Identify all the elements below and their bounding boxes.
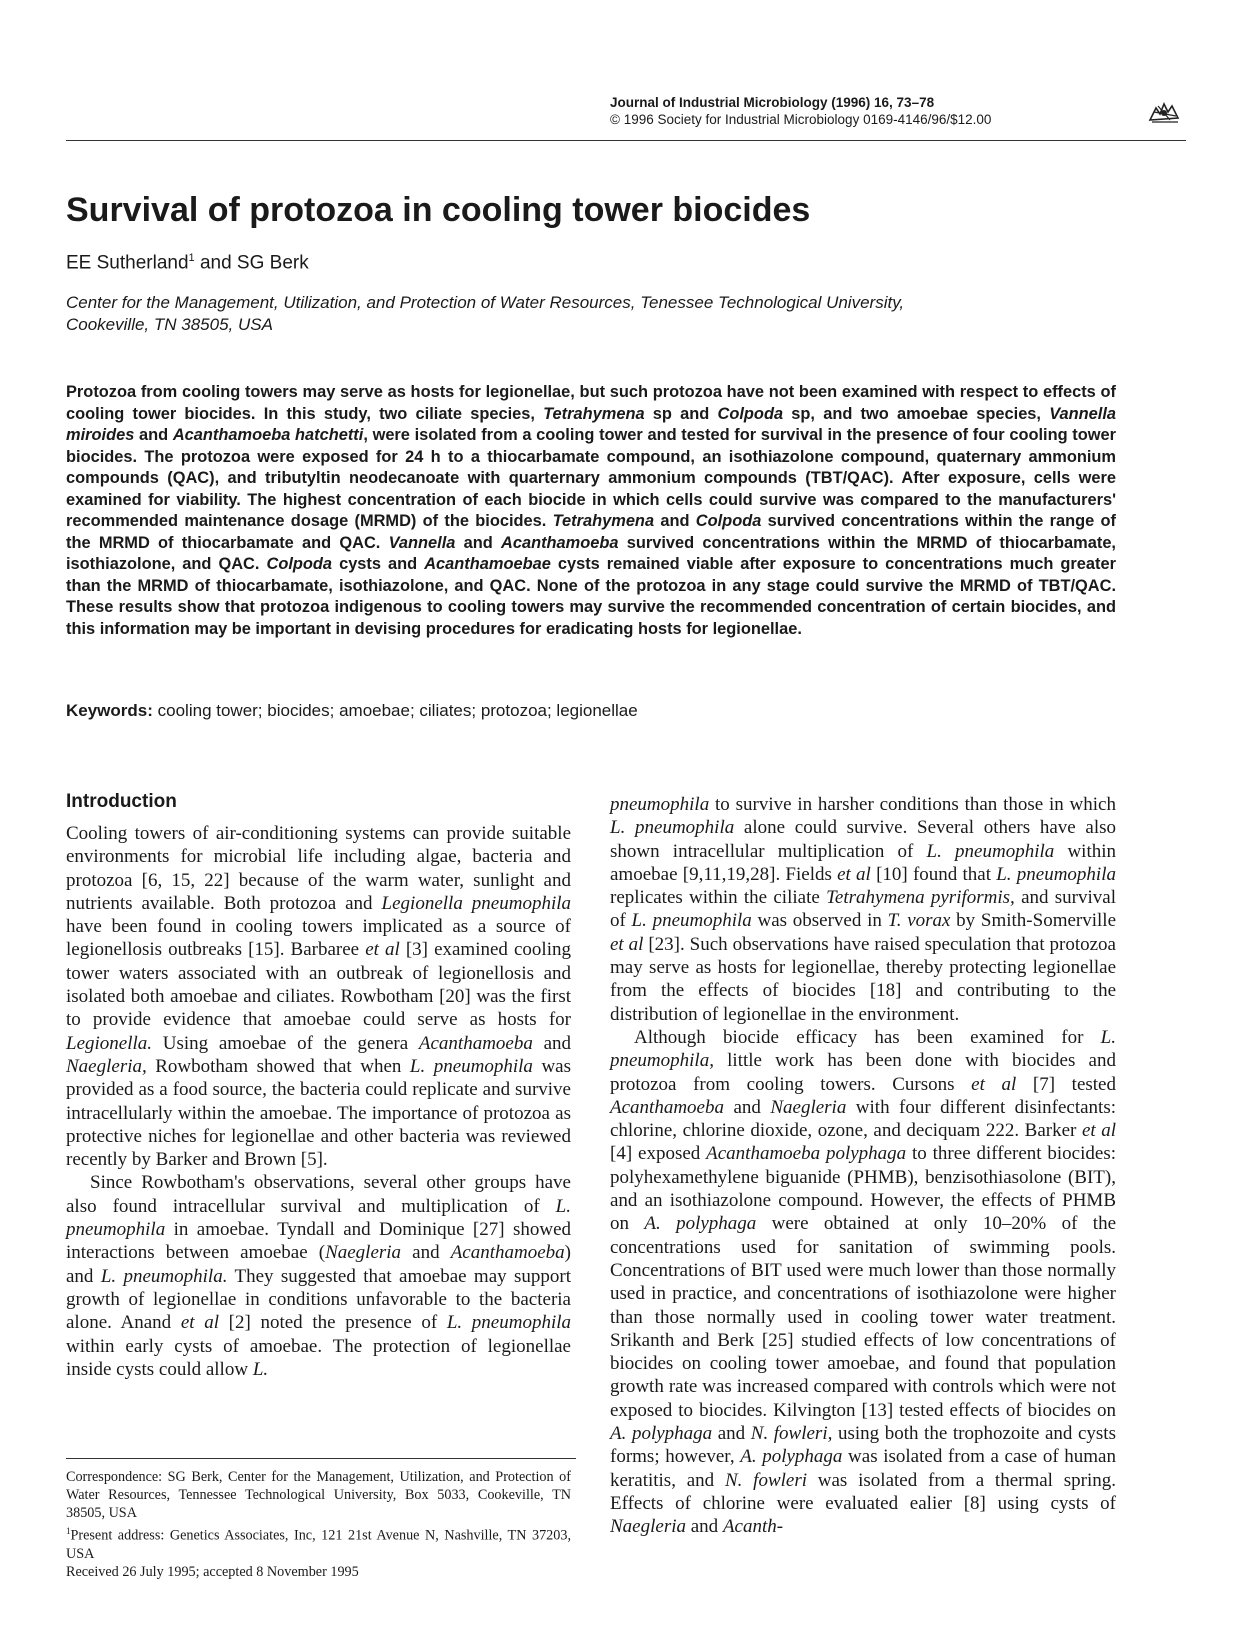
- body-text: and: [686, 1516, 723, 1538]
- body-italic: A. polyphaga: [644, 1213, 757, 1235]
- body-text: [4] exposed: [610, 1143, 707, 1165]
- paragraph: [610, 1026, 1116, 1539]
- body-text: was isolated from a case of human keratitis, and: [610, 1446, 1116, 1491]
- body-text: have been found in cooling towers implicated as a source of legionellosis outbreaks [15]. Barbaree: [66, 916, 571, 961]
- body-text: ) and: [66, 1242, 571, 1287]
- abstract-text: Protozoa from cooling towers may serve as hosts for legionellae, but such protozoa have not been examined with respect to effects of cooling tower biocides. In this study, two ciliate species,: [66, 383, 1116, 423]
- body-italic: et al: [837, 863, 871, 885]
- publisher-logo-icon: [1148, 100, 1182, 126]
- body-italic: et al: [1081, 1120, 1117, 1142]
- abstract-species: Acanthamoebae: [424, 555, 551, 573]
- abstract-species: Colpoda: [266, 555, 333, 573]
- journal-header: [610, 94, 991, 128]
- footnote-received: Received 26 July 1995; accepted 8 November 1995: [66, 1563, 359, 1580]
- body-text: in amoebae. Tyndall and Dominique [27] showed interactions between amoebae (: [66, 1219, 571, 1264]
- keywords-label: Keywords:: [66, 701, 153, 720]
- abstract-text: and: [455, 533, 501, 552]
- body-text: were obtained at only 10–20% of the concentrations used for sanitation of swimming pools. Concentrations of BIT used were much lower than those normally used in practice, and concentrations of isothiazolone were higher than those normally used in cooling tower water treatment. Srikanth and Berk [25] studied effects of low concentrations of biocides on cooling tower amoebae, and found that population growth rate was increased compared with controls which were not exposed to biocides. Kilvington [13] tested effects of biocides on: [610, 1213, 1116, 1421]
- header-rule: [66, 140, 1186, 141]
- footnote-present-address: [66, 1522, 571, 1563]
- body-italic: T. vorax: [887, 910, 951, 932]
- body-text: Cooling towers of air-conditioning systems can provide suitable environments for microbial life including algae, bacteria and protozoa [6, 15, 22] because of the warm water, sunlight and nutrients available. Both protozoa and: [66, 823, 571, 914]
- author-2: and SG Berk: [199, 252, 309, 274]
- affiliation-line-2: Cookeville, TN 38505, USA: [66, 315, 273, 334]
- body-italic: Naegleria: [770, 1096, 847, 1118]
- paragraph: [66, 822, 571, 1171]
- abstract-species: Colpoda: [695, 512, 762, 530]
- footnote-mark: 1: [66, 1526, 71, 1536]
- body-italic: Tetrahymena pyriformis,: [826, 887, 1015, 909]
- footnotes: [66, 1468, 571, 1581]
- abstract: [66, 382, 1116, 640]
- body-text: and: [532, 1032, 572, 1054]
- keywords-list: cooling tower; biocides; amoebae; ciliates; protozoa; legionellae: [152, 701, 638, 720]
- article-title: Survival of protozoa in cooling tower biocides: [66, 191, 811, 229]
- abstract-text: cysts and: [332, 555, 425, 573]
- body-column-left: [66, 822, 571, 1381]
- body-text: [3] examined cooling tower waters associated with an outbreak of legionellosis and isolated both amoebae and ciliates. Rowbotham [20] was the first to provide evidence that amoebae could serve as hosts for: [66, 939, 571, 1031]
- body-italic: L. pneumophila: [996, 863, 1116, 885]
- body-italic: L. pneumophila: [610, 817, 735, 839]
- body-text: [10] found that: [870, 863, 997, 885]
- body-text: within early cysts of amoebae. The protection of legionellae inside cysts could allow: [66, 1335, 571, 1380]
- author-1-footnote-mark: 1: [188, 252, 195, 264]
- body-italic: Legionella.: [66, 1032, 153, 1054]
- abstract-species: Tetrahymena: [552, 512, 655, 530]
- body-text: was provided as a food source, the bacteria could replicate and survive intracellularly within the amoebae. The importance of protozoa as protective niches for legionellae and other bacteria was reviewed recently by Barker and Brown [5].: [66, 1055, 571, 1171]
- body-text: Although biocide efficacy has been examined for: [634, 1026, 1101, 1048]
- body-italic: L. pneumophila: [446, 1312, 572, 1334]
- abstract-text: , were isolated from a cooling tower and tested for survival in the presence of four cooling tower biocides. The protozoa were exposed for 24 h to a thiocarbamate compound, an isothiazolone compound, quaternary ammonium compounds (QAC), and tributyltin neodecanoate with quarternary ammonium compounds (TBT/QAC). After exposure, cells were examined for viability. The highest concentration of each biocide in which cells could survive was compared to the manufacturers' recommended maintenance dosage (MRMD) of the biocides.: [66, 426, 1116, 530]
- body-italic: L.: [252, 1358, 269, 1380]
- body-italic: L. pneumophila: [66, 1195, 571, 1241]
- body-text: and: [712, 1423, 751, 1445]
- body-italic: Acanth-: [722, 1516, 784, 1538]
- body-italic: et al: [365, 939, 400, 961]
- paragraph: [610, 793, 1116, 1026]
- section-heading-introduction: Introduction: [66, 791, 177, 812]
- body-text: Using amoebae of the genera: [152, 1032, 419, 1054]
- body-text: to survive in harsher conditions than those in which: [709, 794, 1116, 815]
- body-column-right: [610, 793, 1116, 1539]
- body-italic: L. pneumophila: [409, 1055, 533, 1077]
- abstract-species: Tetrahymena: [543, 404, 645, 423]
- body-text: by Smith-Somerville: [950, 910, 1117, 932]
- abstract-text: sp, and two amoebae species,: [783, 404, 1050, 423]
- paragraph: [66, 1171, 571, 1381]
- body-text: [23]. Such observations have raised speculation that protozoa may serve as hosts for legionellae, thereby protecting legionellae from the effects of biocides [18] and contributing to the distribution of legionellae in the environment.: [610, 933, 1116, 1025]
- body-text: was observed in: [751, 910, 888, 932]
- body-italic: Naegleria,: [66, 1055, 147, 1077]
- body-italic: et al: [610, 933, 644, 955]
- footnote-rule: [66, 1458, 576, 1459]
- author-1: EE Sutherland: [66, 252, 189, 274]
- body-italic: Legionella pneumophila: [381, 892, 572, 914]
- body-italic: Acanthamoeba: [450, 1242, 565, 1264]
- body-italic: L. pneumophila,: [610, 1026, 1116, 1072]
- body-text: was isolated from a thermal spring. Effects of chlorine were evaluated ealier [8] using cysts of: [610, 1469, 1116, 1514]
- body-italic: Acanthamoeba polyphaga: [706, 1143, 907, 1165]
- body-text: within amoebae [9,11,19,28]. Fields: [610, 840, 1117, 885]
- abstract-text: cysts remained viable after exposure to concentrations much greater than the MRMD of thiocarbamate, isothiazolone, and QAC. None of the protozoa in any stage could survive the MRMD of TBT/QAC. These results show that protozoa indigenous to cooling towers may survive the recommended concentration of certain biocides, and this information may be important in devising procedures for eradicating hosts for legionellae.: [66, 555, 1116, 638]
- body-text: with four different disinfectants: chlorine, chlorine dioxide, ozone, and deciquam 222. Barker: [610, 1096, 1116, 1142]
- abstract-text: survived concentrations within the range of the MRMD of thiocarbamate and QAC.: [66, 512, 1117, 552]
- body-italic: Naegleria: [610, 1516, 686, 1538]
- abstract-species: Acanthamoeba hatchetti: [172, 426, 364, 444]
- body-italic: N. fowleri: [724, 1469, 807, 1491]
- body-italic: Naegleria: [325, 1242, 402, 1264]
- body-text: little work has been done with biocides and protozoa from cooling towers. Cursons: [610, 1050, 1116, 1095]
- body-text: and survival of: [610, 887, 1116, 932]
- copyright-line: © 1996 Society for Industrial Microbiology 0169-4146/96/$12.00: [610, 112, 992, 127]
- body-text: [7] tested: [1016, 1073, 1116, 1095]
- abstract-text: and: [134, 426, 173, 444]
- body-text: to three different biocides: polyhexamethylene biguanide (PHMB), benzisothiasolone (BIT), and an isothiazolone compound. However, the effects of PHMB on: [610, 1143, 1116, 1235]
- body-italic: Acanthamoeba: [418, 1032, 533, 1054]
- footnote-correspondence: Correspondence: SG Berk, Center for the Management, Utilization, and Protection of Water Resources, Tennessee Technological University, Box 5033, Cookeville, TN 38505, USA: [66, 1469, 571, 1521]
- author-list: [66, 246, 309, 275]
- journal-citation: Journal of Industrial Microbiology (1996) 16, 73–78: [610, 95, 935, 110]
- body-text: and: [723, 1096, 771, 1118]
- body-italic: et al: [971, 1073, 1017, 1095]
- body-text: and: [401, 1242, 451, 1264]
- body-italic: Acanthamoeba: [610, 1096, 724, 1118]
- body-italic: A. polyphaga: [610, 1423, 713, 1445]
- abstract-text: and: [654, 512, 696, 530]
- body-italic: et al: [180, 1312, 219, 1334]
- affiliation: [66, 292, 1066, 336]
- body-text: replicates within the ciliate: [610, 887, 827, 909]
- body-italic: L. pneumophila: [631, 910, 752, 932]
- body-italic: A. polyphaga: [740, 1446, 843, 1468]
- body-text: using both the trophozoite and cysts forms; however,: [610, 1423, 1116, 1468]
- abstract-text: survived concentrations within the MRMD of thiocarbamate, isothiazolone, and QAC.: [66, 533, 1116, 573]
- abstract-species: Colpoda: [717, 404, 784, 423]
- body-text: Since Rowbotham's observations, several other groups have also found intracellular survival and multiplication of: [66, 1172, 571, 1217]
- body-italic: L. pneumophila.: [100, 1265, 228, 1287]
- body-text: They suggested that amoebae may support growth of legionellae in conditions unfavorable to the bacteria alone. Anand: [66, 1265, 572, 1334]
- footnote-present-text: Present address: Genetics Associates, Inc, 121 21st Avenue N, Nashville, TN 37203, USA: [66, 1527, 571, 1562]
- body-text: alone could survive. Several others have also shown intracellular multiplication of: [610, 817, 1117, 862]
- abstract-species: Vannella: [388, 533, 456, 552]
- body-text: Rowbotham showed that when: [146, 1055, 410, 1077]
- keywords: [66, 700, 1116, 722]
- abstract-species: Acanthamoeba: [501, 533, 619, 552]
- abstract-species: Vannella miroides: [66, 404, 1117, 444]
- abstract-text: sp and: [644, 404, 718, 423]
- body-text: [2] noted the presence of: [218, 1312, 447, 1334]
- body-italic: N. fowleri,: [750, 1423, 833, 1445]
- body-italic: pneumophila: [610, 794, 710, 815]
- affiliation-line-1: Center for the Management, Utilization, and Protection of Water Resources, Tenessee Technological University,: [66, 293, 905, 312]
- body-italic: L. pneumophila: [926, 840, 1055, 862]
